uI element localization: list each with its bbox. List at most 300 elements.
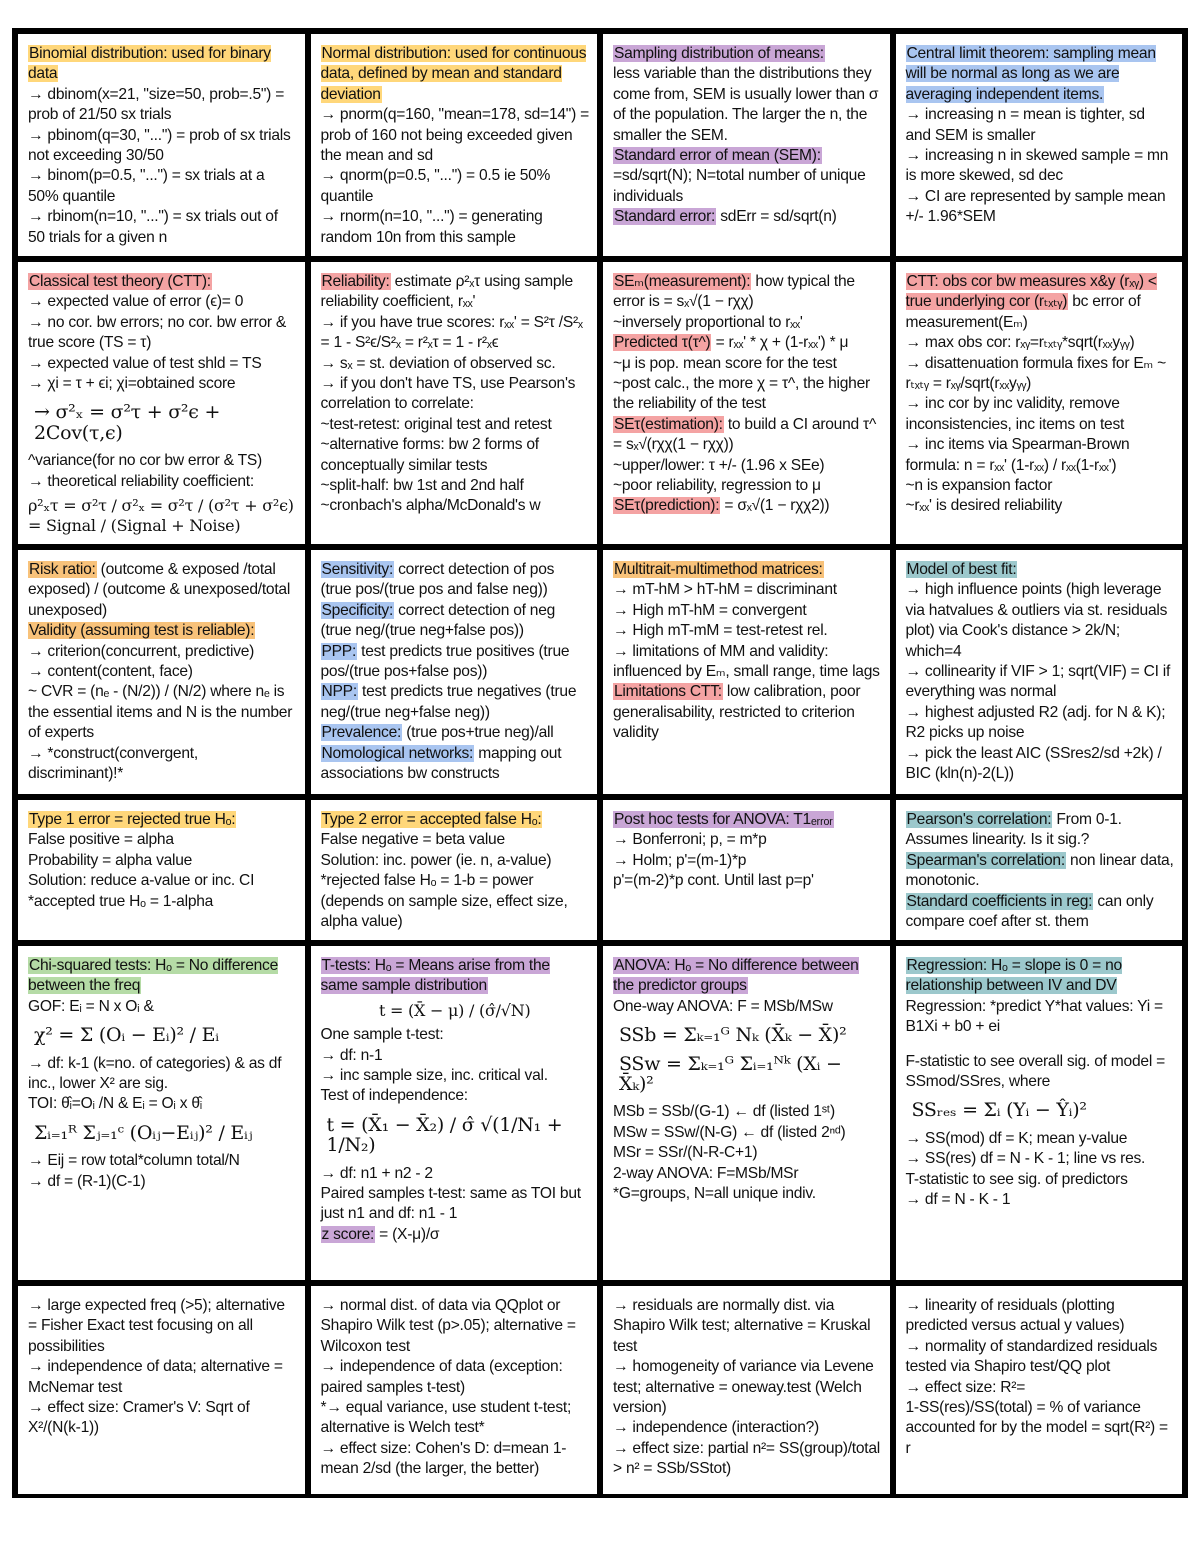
line-text: → mT-hM > hT-hM = discriminant xyxy=(613,581,837,599)
line-text: False positive = alpha xyxy=(28,831,174,849)
section-heading xyxy=(28,272,297,292)
line-text: → df: n-1 xyxy=(320,1046,383,1064)
line-text: → independence (interaction?) xyxy=(613,1419,819,1437)
section-heading xyxy=(28,44,297,85)
note-cell-c10 xyxy=(311,550,598,794)
section-heading xyxy=(906,560,1175,580)
line-text: → sₓ = st. deviation of observed sc. xyxy=(320,354,556,372)
note-line xyxy=(28,1151,297,1171)
line-text: → criterion(concurrent, predictive) xyxy=(28,642,255,660)
line-continuation: (outcome & exposed /total exposed) / (outcome & unexposed/total unexposed) xyxy=(28,561,291,619)
line-text: TOI: θ̂ᵢ=Oᵢ /N & Eᵢ = Oᵢ x θ̂ᵢ xyxy=(28,1095,202,1113)
formula xyxy=(34,1123,297,1143)
section-heading xyxy=(321,1225,590,1245)
highlighted-term: Sampling distribution of means: xyxy=(614,45,824,62)
note-line xyxy=(613,1143,882,1163)
line-text: One-way ANOVA: F = MSb/MSw xyxy=(613,997,833,1015)
line-text: → effect size: partial n²= SS(group)/total > n² = SSb/SStot) xyxy=(613,1439,880,1478)
line-continuation: can only compare coef after st. them xyxy=(905,892,1154,931)
line-text: ~test-retest: original test and retest xyxy=(320,415,552,433)
formula xyxy=(28,496,297,537)
line-text: → highest adjusted R2 (adj. for N & K); R2 picks up noise xyxy=(905,703,1166,742)
line-text: → σ²ₓ = σ²τ + σ²ϵ + 2Cov(τ,ϵ) xyxy=(34,401,221,444)
note-line xyxy=(906,1052,1175,1093)
note-line xyxy=(28,85,297,126)
note-cell-c1 xyxy=(18,34,305,256)
note-line xyxy=(613,1123,882,1143)
line-text: → independence of data; alternative = McNemar test xyxy=(28,1358,283,1396)
note-line xyxy=(906,354,1175,395)
note-line xyxy=(613,621,882,641)
line-text: → effect size: R²= xyxy=(905,1378,1026,1396)
note-line xyxy=(613,456,882,476)
line-text: ^variance(for no cor bw error & TS) xyxy=(28,452,262,470)
note-line xyxy=(906,1149,1175,1169)
section-heading xyxy=(321,723,590,743)
line-text: 2-way ANOVA: F=MSb/MSr xyxy=(613,1164,799,1182)
note-line xyxy=(613,601,882,621)
note-cell-c22 xyxy=(311,1286,598,1494)
line-continuation: correct detection of pos (true pos/(true pos and false neg)) xyxy=(320,561,555,599)
note-line xyxy=(613,580,882,600)
line-text: → df = (R-1)(C-1) xyxy=(28,1172,146,1190)
spacer xyxy=(906,1038,1175,1052)
line-text: → effect size: Cramer's V: Sqrt of X²/(N(k-1)) xyxy=(28,1399,250,1437)
section-heading xyxy=(613,146,882,166)
line-text: ~ CVR = (nₑ - (N/2)) / (N/2) where nₑ is the essential items and N is the number of experts xyxy=(28,683,293,742)
note-line xyxy=(321,1398,590,1439)
note-line xyxy=(28,1398,297,1439)
highlighted-term: Type 1 error = rejected true Hₒ: xyxy=(29,811,236,828)
highlighted-term: NPP: xyxy=(321,683,357,701)
section-heading xyxy=(906,272,1175,333)
line-text: ~post calc., the more χ = τ^, the higher the reliability of the test xyxy=(613,375,870,413)
line-continuation: test predicts true negatives (true neg/(true neg+false neg)) xyxy=(320,683,577,721)
note-line xyxy=(321,354,590,374)
note-line xyxy=(28,1054,297,1095)
note-cell-c17 xyxy=(18,946,305,1280)
note-line xyxy=(906,105,1175,146)
note-cell-c14 xyxy=(311,800,598,940)
note-line xyxy=(321,105,590,166)
note-line xyxy=(28,662,297,682)
section-heading xyxy=(321,810,590,830)
note-line xyxy=(28,744,297,785)
highlighted-term: T-tests: Hₒ = Means arise from the same sample distribution xyxy=(320,957,550,995)
line-text: → *construct(convergent, discriminant)!* xyxy=(28,744,198,783)
highlighted-term: SEₘ(measurement): xyxy=(614,273,751,290)
formula xyxy=(619,1054,882,1095)
line-text: Solution: inc. power (ie. n, a-value) xyxy=(320,851,552,869)
line-text: → inc cor by inc validity, remove inconsistencies, inc items on test xyxy=(905,395,1125,433)
section-heading xyxy=(613,272,882,313)
cheat-sheet xyxy=(12,28,1188,1498)
highlighted-term: Standard error of mean (SEM): xyxy=(614,147,821,165)
highlighted-term: Type 2 error = accepted false Hₒ: xyxy=(321,811,542,828)
note-line xyxy=(28,642,297,662)
line-text: → theoretical reliability coefficient: xyxy=(28,472,254,490)
highlighted-term: Prevalence: xyxy=(321,724,402,742)
note-line xyxy=(613,997,882,1017)
note-line xyxy=(321,1066,590,1086)
line-text: → df: n1 + n2 - 2 xyxy=(320,1164,433,1182)
line-text: → inc sample size, inc. critical val. xyxy=(320,1067,548,1085)
note-line xyxy=(906,333,1175,353)
note-line xyxy=(321,1086,590,1106)
line-text: → high influence points (high leverage via hatvalues & outliers via st. residuals plot) via Cook's distance > 2k/N; which=4 xyxy=(905,581,1168,660)
note-cell-c18 xyxy=(311,946,598,1280)
line-text: ~rₓₓ' is desired reliability xyxy=(905,497,1063,515)
line-text: → pnorm(q=160, "mean=178, sd=14") = prob of 160 not being exceeded given the mean and sd xyxy=(320,106,589,165)
note-line xyxy=(321,1164,590,1184)
note-line xyxy=(28,1357,297,1398)
highlighted-term: Classical test theory (CTT): xyxy=(29,273,211,290)
line-text: → limitations of MM and validity: influenced by Eₘ, small range, time lags xyxy=(613,642,880,681)
highlighted-term: Standard error: xyxy=(614,208,716,226)
line-text: → max obs cor: rₓᵧ=rₜₓₜᵧ*sqrt(rₓₓyᵧᵧ) xyxy=(905,334,1135,352)
note-line xyxy=(28,997,297,1017)
note-line xyxy=(28,374,297,394)
line-text: → SS(mod) df = K; mean y-value xyxy=(905,1129,1128,1147)
line-continuation: sdErr = sd/sqrt(n) xyxy=(716,208,837,226)
line-text: → content(content, face) xyxy=(28,663,193,681)
line-continuation: low calibration, poor generalisability, restricted to criterion validity xyxy=(613,683,861,742)
note-line xyxy=(28,313,297,354)
note-line xyxy=(613,1418,882,1438)
line-text: *→ equal variance, use student t-test; alternative is Welch test* xyxy=(320,1399,572,1437)
highlighted-term: Nomological networks: xyxy=(321,744,474,762)
note-cell-c8 xyxy=(896,262,1183,544)
highlighted-term: SEτ(estimation): xyxy=(614,415,723,433)
line-text: → Bonferroni; p, = m*p xyxy=(613,831,767,849)
section-heading xyxy=(613,560,882,580)
line-text: → High mT-mM = test-retest rel. xyxy=(613,622,828,640)
formula xyxy=(34,1025,297,1045)
note-line xyxy=(321,1296,590,1357)
line-text: t = (X̄₁ − X̄₂) / σ̂ √(1/N₁ + 1/N₂) xyxy=(326,1113,563,1157)
line-continuation: how typical the error is = sₓ√(1 − rχχ) xyxy=(613,273,855,311)
section-heading xyxy=(613,333,882,353)
section-heading xyxy=(321,560,590,601)
highlighted-term: Model of best fit: xyxy=(906,561,1017,578)
line-continuation: = rₓₓ' * χ + (1-rₓₓ') * μ xyxy=(711,334,849,352)
note-line xyxy=(906,662,1175,703)
note-line xyxy=(613,1164,882,1184)
note-cell-c4 xyxy=(896,34,1183,256)
note-cell-c7 xyxy=(603,262,890,544)
formula xyxy=(327,1115,590,1156)
line-text: → homogeneity of variance via Levene test; alternative = oneway.test (Welch version) xyxy=(613,1358,874,1417)
section-heading xyxy=(613,496,882,516)
line-text: → df: k-1 (k=no. of categories) & as df inc., lower X² are sig. xyxy=(28,1054,282,1093)
section-heading xyxy=(28,956,297,997)
line-text: ~alternative forms: bw 2 forms of conceptually similar tests xyxy=(320,436,539,474)
note-line xyxy=(321,1046,590,1066)
line-continuation: estimate ρ²ₓτ using sample reliability coefficient, rₓₓ' xyxy=(320,273,573,311)
line-text: SSᵣₑₛ = Σᵢ (Yᵢ − Ŷᵢ)² xyxy=(911,1099,1087,1122)
line-text: → pbinom(q=30, "...") = prob of sx trials not exceeding 30/50 xyxy=(28,126,291,165)
note-line xyxy=(613,374,882,415)
formula xyxy=(619,1025,882,1045)
section-heading xyxy=(613,682,882,743)
note-line xyxy=(321,496,590,516)
line-continuation: From 0-1. Assumes linearity. Is it sig.? xyxy=(905,811,1122,849)
note-line xyxy=(28,354,297,374)
line-text: → normality of standardized residuals tested via Shapiro test/QQ plot xyxy=(905,1337,1158,1376)
note-line xyxy=(28,472,297,492)
note-cell-c5 xyxy=(18,262,305,544)
section-heading xyxy=(906,892,1175,933)
note-line xyxy=(613,476,882,496)
line-continuation: to build a CI around τ^ = sₓ√(rχχ(1 − rχχ)) xyxy=(613,415,877,454)
line-text: → High mT-hM = convergent xyxy=(613,601,807,619)
section-heading xyxy=(28,621,297,641)
line-text: → no cor. bw errors; no cor. bw error & true score (TS = τ) xyxy=(28,313,287,352)
note-cell-c9 xyxy=(18,550,305,794)
line-text: → Holm; p'=(m-1)*p xyxy=(613,851,747,869)
note-line xyxy=(906,1398,1175,1459)
note-cell-c13 xyxy=(18,800,305,940)
note-line xyxy=(906,146,1175,187)
line-text: *accepted true Hₒ = 1-alpha xyxy=(28,892,214,910)
section-heading xyxy=(321,601,590,642)
section-heading xyxy=(321,272,590,313)
line-text: F-statistic to see overall sig. of model = SSmod/SSres, where xyxy=(905,1052,1165,1091)
note-cell-c23 xyxy=(603,1286,890,1494)
formula xyxy=(912,1100,1175,1120)
note-line xyxy=(906,496,1175,516)
note-line xyxy=(321,374,590,415)
highlighted-term: Predicted τ(τ^) xyxy=(614,334,711,352)
note-cell-c11 xyxy=(603,550,890,794)
line-text: → if you have true scores: rₓₓ' = S²τ /S²ₓ = 1 - S²ϵ/S²ₓ = r²ₓτ = 1 - r²ₓϵ xyxy=(320,313,583,352)
note-line xyxy=(28,1172,297,1192)
note-cell-c24 xyxy=(896,1286,1183,1494)
section-heading xyxy=(613,415,882,456)
line-text: *G=groups, N=all unique indiv. xyxy=(613,1185,816,1203)
line-text: → increasing n in skewed sample = mn is more skewed, sd dec xyxy=(905,147,1169,185)
note-line xyxy=(321,415,590,435)
note-line xyxy=(613,354,882,374)
section-heading xyxy=(28,560,297,621)
highlighted-term: Chi-squared tests: Hₒ = No difference between the freq xyxy=(28,957,279,995)
note-line xyxy=(321,871,590,932)
note-line xyxy=(613,1184,882,1204)
formula xyxy=(34,402,297,443)
line-text: MSb = SSb/(G-1) ← df (listed 1ˢᵗ) xyxy=(613,1103,835,1121)
note-line xyxy=(613,642,882,683)
line-text: One sample t-test: xyxy=(320,1026,444,1044)
line-text: 1-SS(res)/SS(total) = % of variance accounted for by the model = sqrt(R²) = r xyxy=(905,1399,1168,1457)
line-text: → linearity of residuals (plotting predicted versus actual y values) xyxy=(905,1297,1125,1335)
line-continuation: = (X-μ)/σ xyxy=(375,1225,440,1243)
line-text: Solution: reduce a-value or inc. CI xyxy=(28,872,255,890)
line-text: → if you don't have TS, use Pearson's correlation to correlate: xyxy=(320,375,576,413)
highlighted-term: Sensitivity: xyxy=(321,561,394,578)
note-line xyxy=(906,580,1175,662)
line-text: SSw = Σₖ₌₁ᴳ Σᵢ₌₁ᴺᵏ (Xᵢ − X̄ₖ)² xyxy=(619,1052,842,1096)
note-line xyxy=(613,166,882,207)
line-text: → independence of data (exception: paired samples t-test) xyxy=(320,1358,563,1396)
line-text: p'=(m-2)*p cont. Until last p=p' xyxy=(613,872,814,890)
line-text: → large expected freq (>5); alternative = Fisher Exact test focusing on all possibilities xyxy=(28,1297,285,1355)
section-heading xyxy=(613,810,882,830)
line-text: → residuals are normally dist. via Shapiro Wilk test; alternative = Kruskal test xyxy=(613,1297,871,1355)
line-text: → binom(p=0.5, "...") = sx trials at a 50% quantile xyxy=(28,167,265,205)
note-line xyxy=(28,292,297,312)
note-cell-c3 xyxy=(603,34,890,256)
note-line xyxy=(613,64,882,146)
note-cell-c12 xyxy=(896,550,1183,794)
note-line xyxy=(906,1129,1175,1149)
highlighted-term: Specificity: xyxy=(321,601,394,619)
note-line xyxy=(321,476,590,496)
section-heading xyxy=(321,682,590,723)
line-text: ~split-half: bw 1st and 2nd half xyxy=(320,477,524,495)
note-cell-c19 xyxy=(603,946,890,1280)
note-line xyxy=(613,1296,882,1357)
line-text: → rnorm(n=10, "...") = generating random 10n from this sample xyxy=(320,208,543,246)
note-line xyxy=(28,892,297,912)
note-cell-c16 xyxy=(896,800,1183,940)
note-line xyxy=(613,1439,882,1480)
line-text: ~n is expansion factor xyxy=(905,477,1053,495)
note-line xyxy=(906,476,1175,496)
note-line xyxy=(321,207,590,248)
line-text: χ² = Σ (Oᵢ − Eᵢ)² / Eᵢ xyxy=(34,1024,219,1047)
line-text: → normal dist. of data via QQplot or Shapiro Wilk test (p>.05); alternative = Wilcoxon test xyxy=(320,1297,576,1355)
highlighted-term: Validity (assuming test is reliable): xyxy=(29,622,255,640)
section-heading xyxy=(321,744,590,785)
section-heading xyxy=(906,956,1175,997)
note-line xyxy=(28,871,297,891)
line-continuation: (true pos+true neg)/all xyxy=(402,724,554,742)
line-text: t = (X̄ − μ) / (σ̂/√N) xyxy=(379,1000,531,1020)
line-text: → inc items via Spearman-Brown formula: n = rₓₓ' (1-rₓₓ) / rₓₓ(1-rₓₓ') xyxy=(905,436,1130,474)
note-line xyxy=(906,187,1175,228)
line-text: Probability = alpha value xyxy=(28,851,193,869)
note-cell-c6 xyxy=(311,262,598,544)
note-cell-c21 xyxy=(18,1286,305,1494)
highlighted-term: Multitrait-multimethod matrices: xyxy=(614,561,823,578)
note-line xyxy=(28,207,297,248)
formula xyxy=(321,1001,590,1021)
highlighted-term: ANOVA: Hₒ = No difference between the predictor groups xyxy=(613,957,859,995)
line-text: GOF: Eᵢ = N x Oᵢ & xyxy=(28,997,154,1015)
note-line xyxy=(906,1337,1175,1378)
note-line xyxy=(321,1025,590,1045)
note-line xyxy=(613,871,882,891)
note-line xyxy=(321,435,590,476)
section-heading xyxy=(613,956,882,997)
note-line xyxy=(28,1296,297,1357)
line-text: MSr = SSr/(N-R-C+1) xyxy=(613,1144,758,1162)
line-text: → pick the least AIC (SSres2/sd +2k) / BIC (kln(n)-2(L)) xyxy=(905,744,1162,783)
line-text: → expected value of error (ϵ)= 0 xyxy=(28,293,244,311)
section-heading xyxy=(28,810,297,830)
line-text: → Eij = row total*column total/N xyxy=(28,1152,240,1170)
section-heading xyxy=(321,44,590,105)
line-text: → increasing n = mean is tighter, sd and SEM is smaller xyxy=(905,106,1145,144)
line-text: → effect size: Cohen's D: d=mean 1-mean 2/sd (the larger, the better) xyxy=(320,1439,567,1478)
highlighted-term: Binomial distribution: used for binary data xyxy=(28,45,271,83)
section-heading xyxy=(906,44,1175,105)
note-line xyxy=(28,451,297,471)
line-text: False negative = beta value xyxy=(320,831,505,849)
line-text: ~upper/lower: τ +/- (1.96 x SEe) xyxy=(613,456,825,474)
note-line xyxy=(28,166,297,207)
note-line xyxy=(906,1170,1175,1190)
note-line xyxy=(321,313,590,354)
highlighted-term: Reliability: xyxy=(321,273,390,290)
line-continuation: = σₓ√(1 − rχχ2)) xyxy=(720,497,830,515)
note-cell-c20 xyxy=(896,946,1183,1280)
note-line xyxy=(906,394,1175,435)
line-text: less variable than the distributions they come from, SEM is usually lower than σ of the population. The larger the n, the smaller the SEM. xyxy=(613,65,879,144)
section-heading xyxy=(906,851,1175,892)
line-continuation: bc error of measurement(Eₘ) xyxy=(905,293,1141,331)
note-cell-c15 xyxy=(603,800,890,940)
highlighted-term: Limitations CTT: xyxy=(614,683,722,701)
note-line xyxy=(28,682,297,743)
section-heading xyxy=(321,956,590,997)
line-text: ~inversely proportional to rₓₓ' xyxy=(613,313,803,331)
line-text: Paired samples t-test: same as TOI but just n1 and df: n1 - 1 xyxy=(320,1185,581,1223)
highlighted-term: Post hoc tests for ANOVA: T1ₑᵣᵣₒᵣ xyxy=(614,811,833,828)
note-line xyxy=(321,1184,590,1225)
highlighted-term: Risk ratio: xyxy=(29,561,96,578)
note-cell-c2 xyxy=(311,34,598,256)
note-line xyxy=(321,1357,590,1398)
highlighted-term: Regression: Hₒ = slope is 0 = no relationship between IV and DV xyxy=(905,957,1122,995)
line-text: MSw = SSw/(N-G) ← df (listed 2ⁿᵈ) xyxy=(613,1123,846,1141)
line-text: *rejected false Hₒ = 1-b = power (depends on sample size, effect size, alpha value) xyxy=(320,872,568,931)
note-line xyxy=(906,1378,1175,1398)
note-line xyxy=(613,830,882,850)
line-text: ~poor reliability, regression to μ xyxy=(613,477,821,495)
highlighted-term: Normal distribution: used for continuous data, defined by mean and standard deviation xyxy=(320,45,587,103)
note-line xyxy=(321,166,590,207)
highlighted-term: PPP: xyxy=(321,642,357,660)
note-line xyxy=(906,435,1175,476)
line-text: ρ²ₓτ = σ²τ / σ²ₓ = σ²τ / (σ²τ + σ²ϵ) = Signal / (Signal + Noise) xyxy=(28,496,294,536)
highlighted-term: Central limit theorem: sampling mean will be normal as long as we are averaging independent items. xyxy=(905,45,1156,103)
section-heading xyxy=(321,642,590,683)
line-text: T-statistic to see sig. of predictors xyxy=(905,1170,1128,1188)
section-heading xyxy=(613,207,882,227)
note-line xyxy=(28,1094,297,1114)
note-line xyxy=(28,830,297,850)
note-line xyxy=(906,1190,1175,1210)
line-continuation: correct detection of neg (true neg/(true neg+false pos)) xyxy=(320,601,556,640)
line-text: → χi = τ + ϵi; χi=obtained score xyxy=(28,375,236,393)
line-text: → qnorm(p=0.5, "...") = 0.5 ie 50% quantile xyxy=(320,167,551,205)
highlighted-term: CTT: obs cor bw measures x&y (rₓᵧ) < true underlying cor (rₜₓₜᵧ) xyxy=(905,273,1157,311)
line-text: ~μ is pop. mean score for the test xyxy=(613,354,837,372)
line-text: → rbinom(n=10, "...") = sx trials out of 50 trials for a given n xyxy=(28,208,278,246)
section-heading xyxy=(613,44,882,64)
line-text: → CI are represented by sample mean +/- 1.96*SEM xyxy=(905,187,1166,226)
note-line xyxy=(906,1296,1175,1337)
cheat-sheet-grid xyxy=(18,34,1182,1492)
line-continuation: non linear data, monotonic. xyxy=(905,851,1174,890)
line-text: → expected value of test shld = TS xyxy=(28,354,262,372)
note-line xyxy=(321,851,590,871)
note-line xyxy=(613,313,882,333)
line-text: → collinearity if VIF > 1; sqrt(VIF) = CI if everything was normal xyxy=(905,663,1171,701)
highlighted-term: z score: xyxy=(321,1225,375,1243)
section-heading xyxy=(906,810,1175,851)
